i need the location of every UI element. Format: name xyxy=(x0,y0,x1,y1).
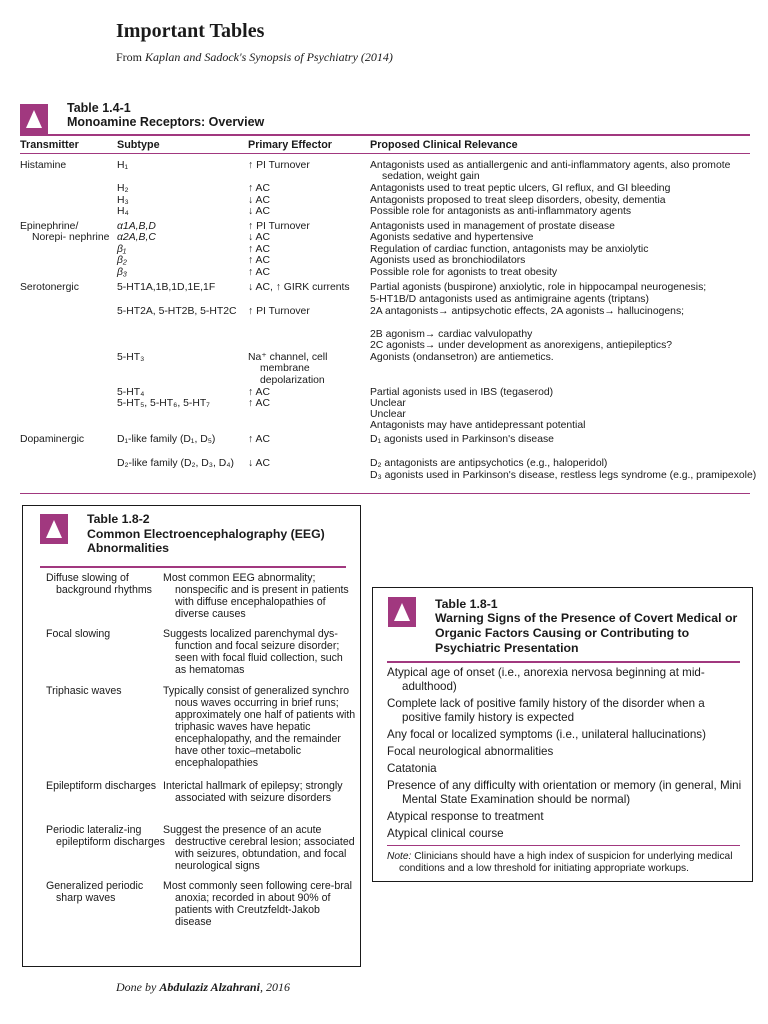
list-item: Atypical response to treatment xyxy=(387,810,544,823)
table-number: Table 1.8-1 xyxy=(435,597,498,611)
relevance-beta2: Agonists used as bronchiodilators xyxy=(370,255,526,266)
list-item: Focal neurological abnormalities xyxy=(387,745,554,758)
table-monoamine-receptors xyxy=(20,100,757,495)
subtitle-prefix: From xyxy=(116,50,146,64)
page-title: Important Tables xyxy=(116,20,265,42)
triangle-icon xyxy=(40,514,68,544)
table-number: Table 1.4-1 xyxy=(67,101,131,115)
eeg-term-text: Focal slowing xyxy=(46,628,111,640)
relevance-5ht2-b: 2B agonism→ cardiac valvulopathy xyxy=(370,329,533,340)
triangle-icon xyxy=(20,104,48,134)
relevance-5ht6: Unclear xyxy=(370,409,406,420)
effector-beta2: ↑ AC xyxy=(248,255,270,266)
effector-h4: ↓ AC xyxy=(248,206,270,217)
transmitter-serotonergic: Serotonergic xyxy=(20,282,79,293)
relevance-5ht2-a: 2A antagonists→ antipsychotic effects, 2A agonists→ hallucinogens; xyxy=(370,306,685,317)
header-primary-effector: Primary Effector xyxy=(248,139,333,151)
effector-h3: ↓ AC xyxy=(248,195,270,206)
effector-d1: ↑ AC xyxy=(248,434,270,445)
subtype-5ht4: 5-HT₄ xyxy=(117,387,145,398)
note-label: Note: xyxy=(387,851,412,862)
eeg-term xyxy=(46,780,171,792)
note-rule xyxy=(387,845,740,846)
table-warning-signs xyxy=(372,587,753,882)
header-clinical-relevance: Proposed Clinical Relevance xyxy=(370,139,518,151)
list-item: Atypical age of onset (i.e., anorexia nervosa beginning at mid-adulthood) xyxy=(387,666,705,693)
eeg-definition xyxy=(163,824,356,872)
triangle-icon xyxy=(388,597,416,627)
subtype-5ht2: 5-HT2A, 5-HT2B, 5-HT2C xyxy=(117,306,237,317)
subtype-h3: H₃ xyxy=(117,195,129,206)
effector-h2: ↑ AC xyxy=(248,183,270,194)
eeg-def-text: Most common EEG abnormality; nonspecific and is present in patients with diffuse encephalopathies of diverse causes xyxy=(163,572,349,620)
note-text: Clinicians should have a high index of suspicion for underlying medical conditions and a low threshold for initiating appropriate workups. xyxy=(399,851,733,874)
relevance-5ht7: Antagonists may have antidepressant potential xyxy=(370,420,586,431)
footer-year: , 2016 xyxy=(259,980,290,994)
table-note xyxy=(387,851,749,875)
relevance-5ht3: Agonists (ondansetron) are antiemetics. xyxy=(370,352,554,363)
effector-beta1: ↑ AC xyxy=(248,244,270,255)
eeg-term-text: Generalized periodic sharp waves xyxy=(46,880,144,904)
eeg-term-text: Epileptiform discharges xyxy=(46,780,157,792)
relevance-beta1: Regulation of cardiac function, antagonists may be anxiolytic xyxy=(370,244,649,255)
relevance-h4: Possible role for antagonists as anti-inflammatory agents xyxy=(370,206,632,217)
subtype-beta1: β₁ xyxy=(117,244,127,255)
effector-d2: ↓ AC xyxy=(248,458,270,469)
subtype-5ht5-7: 5-HT₅, 5-HT₆, 5-HT₇ xyxy=(117,398,210,409)
list-item: Complete lack of positive family history of the disorder when a positive family history is expected xyxy=(387,697,705,724)
subtype-5ht1: 5-HT1A,1B,1D,1E,1F xyxy=(117,282,216,293)
footer-prefix: Done by xyxy=(116,980,160,994)
effector-5ht3: Na⁺ channel, cell membrane depolarization xyxy=(248,352,328,386)
header-transmitter: Transmitter xyxy=(20,139,79,151)
eeg-definition xyxy=(163,685,356,769)
table-rule-header xyxy=(20,153,750,154)
effector-alpha2: ↓ AC xyxy=(248,232,270,243)
effector-5ht1: ↓ AC, ↑ GIRK currents xyxy=(248,282,350,293)
list-item: Any focal or localized symptoms (i.e., unilateral hallucinations) xyxy=(387,728,706,741)
subtype-beta2: β₂ xyxy=(117,255,127,266)
table-rule xyxy=(40,566,346,568)
eeg-definition xyxy=(163,780,356,804)
relevance-h1: Antagonists used as antiallergenic and anti-inflammatory agents, also promote sedation, weight gain xyxy=(370,160,731,183)
subtype-h1: H₁ xyxy=(117,160,129,171)
subtype-alpha2: α2A,B,C xyxy=(117,232,156,243)
page-subtitle xyxy=(116,50,393,65)
relevance-beta3: Possible role for agonists to treat obesity xyxy=(370,267,558,278)
eeg-def-text: Interictal hallmark of epilepsy; strongly associated with seizure disorders xyxy=(163,780,343,804)
effector-5ht5-7: ↑ AC xyxy=(248,398,270,409)
footer-credit xyxy=(116,980,290,995)
relevance-alpha1: Antagonists used in management of prostate disease xyxy=(370,221,615,232)
subtype-beta3: β₃ xyxy=(117,267,128,278)
table-eeg-abnormalities xyxy=(22,505,361,967)
relevance-d1: D₁ agonists used in Parkinson's disease xyxy=(370,434,554,445)
eeg-term xyxy=(46,628,171,640)
relevance-alpha2: Agonists sedative and hypertensive xyxy=(370,232,534,243)
effector-beta3: ↑ AC xyxy=(248,267,270,278)
eeg-def-text: Suggest the presence of an acute destructive cerebral lesion; associated with seizures, obtundation, and focal neurological signs xyxy=(163,824,355,872)
table-title: Common Electroencephalography (EEG) Abnormalities xyxy=(87,527,325,555)
table-title: Warning Signs of the Presence of Covert Medical or Organic Factors Causing or Contributing to Psychiatric Presentation xyxy=(435,611,738,655)
relevance-5ht2-c: 2C agonists→ under development as anorexigens, antiepileptics? xyxy=(370,340,673,351)
transmitter-epinephrine: Epinephrine/ Norepi- nephrine xyxy=(20,221,110,244)
eeg-term xyxy=(46,880,171,904)
table-rule-bottom xyxy=(20,493,750,494)
eeg-definition xyxy=(163,628,356,676)
effector-5ht4: ↑ AC xyxy=(248,387,270,398)
relevance-5ht4: Partial agonists used in IBS (tegaserod) xyxy=(370,387,554,398)
table-number: Table 1.8-2 xyxy=(87,512,150,526)
relevance-5ht1-b: 5-HT1B/D antagonists used as antimigraine agents (triptans) xyxy=(370,294,649,305)
footer-author: Abdulaziz Alzahrani xyxy=(159,980,260,994)
eeg-term xyxy=(46,824,171,848)
eeg-term-text: Diffuse slowing of background rhythms xyxy=(46,572,152,596)
header-subtype: Subtype xyxy=(117,139,160,151)
effector-h1: ↑ PI Turnover xyxy=(248,160,310,171)
transmitter-dopaminergic: Dopaminergic xyxy=(20,434,85,445)
effector-alpha1: ↑ PI Turnover xyxy=(248,221,310,232)
eeg-term-text: Periodic lateraliz-ing epileptiform discharges xyxy=(46,824,165,848)
eeg-term xyxy=(46,685,171,697)
table-rule-top xyxy=(20,134,750,136)
list-item: Catatonia xyxy=(387,762,437,775)
eeg-term xyxy=(46,572,171,596)
table-rule xyxy=(387,661,740,663)
subtype-d1: D₁-like family (D₁, D₅) xyxy=(117,434,216,445)
relevance-d2: D₂ antagonists are antipsychotics (e.g., haloperidol) xyxy=(370,458,608,469)
eeg-term-text: Triphasic waves xyxy=(46,685,122,697)
subtype-h2: H₂ xyxy=(117,183,129,194)
subtype-h4: H₄ xyxy=(117,206,129,217)
list-item: Atypical clinical course xyxy=(387,827,504,840)
relevance-h3: Antagonists proposed to treat sleep disorders, obesity, dementia xyxy=(370,195,666,206)
subtype-5ht3: 5-HT₃ xyxy=(117,352,145,363)
effector-5ht2: ↑ PI Turnover xyxy=(248,306,310,317)
eeg-def-text: Most commonly seen following cere-bral anoxia; recorded in about 90% of patients with Creutzfeldt-Jakob disease xyxy=(163,880,352,928)
list-item: Presence of any difficulty with orientation or memory (in general, Mini Mental State Examination should be normal) xyxy=(387,779,742,806)
subtype-d2: D₂-like family (D₂, D₃, D₄) xyxy=(117,458,234,469)
table-title: Monoamine Receptors: Overview xyxy=(67,115,265,129)
relevance-5ht5: Unclear xyxy=(370,398,406,409)
eeg-definition xyxy=(163,572,356,620)
eeg-definition xyxy=(163,880,356,928)
relevance-5ht1-a: Partial agonists (buspirone) anxiolytic, role in hippocampal neurogenesis; xyxy=(370,282,707,293)
eeg-def-text: Suggests localized parenchymal dys-function and focal seizure disorder; seen with focal fluid collection, such as hematomas xyxy=(163,628,343,676)
transmitter-histamine: Histamine xyxy=(20,160,67,171)
subtitle-source: Kaplan and Sadock's Synopsis of Psychiatry (2014) xyxy=(145,50,393,64)
relevance-h2: Antagonists used to treat peptic ulcers, GI reflux, and GI bleeding xyxy=(370,183,671,194)
eeg-def-text: Typically consist of generalized synchro nous waves occurring in brief runs; approximately one half of patients with triphasic waves have hepatic encephalopathy, and the remainder have other toxic–metabolic encephalopathies xyxy=(163,685,356,769)
relevance-d3: D₃ agonists used in Parkinson's disease, restless legs syndrome (e.g., pramipexole) xyxy=(370,470,757,481)
subtype-alpha1: α1A,B,D xyxy=(117,221,156,232)
warning-list xyxy=(387,666,742,844)
